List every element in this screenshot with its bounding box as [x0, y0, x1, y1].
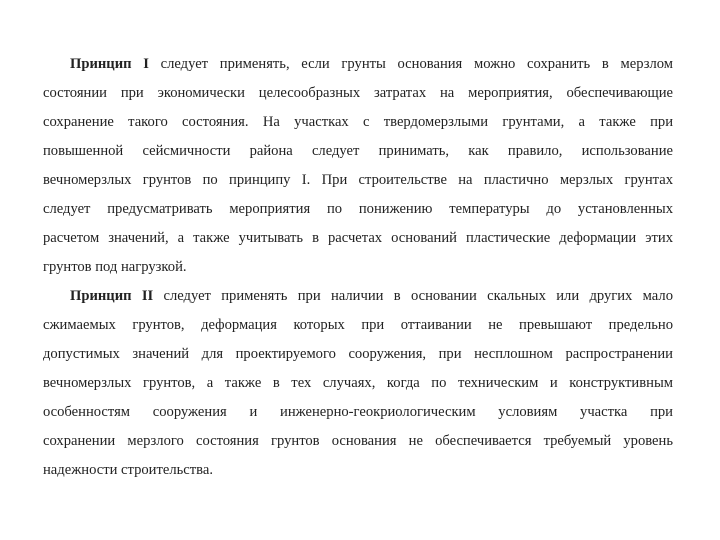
text-line: сохранение такого состояния. На участках с твердомерзлыми грунтами, а также при — [43, 114, 673, 130]
text-line: допустимых значений для проектируемого сооружения, при несплошном распространении — [43, 346, 673, 362]
paragraph-principle-1 — [43, 50, 673, 282]
document-page — [43, 50, 673, 485]
text-line: следует предусматривать мероприятия по понижению температуры до установленных — [43, 201, 673, 217]
paragraph-principle-2 — [43, 282, 673, 485]
text-line — [43, 50, 673, 79]
principle-1-heading: Принцип I — [70, 56, 149, 72]
text-line: грунтов под нагрузкой. — [43, 259, 187, 275]
text-fragment: следует применять, если грунты основания можно сохранить в мерзлом — [148, 56, 673, 72]
text-fragment: следует применять при наличии в основании скальных или других мало — [153, 288, 673, 304]
text-line: повышенной сейсмичности района следует принимать, как правило, использование — [43, 143, 673, 159]
text-line: вечномерзлых грунтов по принципу I. При строительстве на пластично мерзлых грунтах — [43, 172, 673, 188]
text-line — [43, 282, 673, 311]
text-line: сжимаемых грунтов, деформация которых при оттаивании не превышают предельно — [43, 317, 673, 333]
text-line: особенностям сооружения и инженерно-геокриологическим условиям участка при — [43, 404, 673, 420]
text-line: сохранении мерзлого состояния грунтов основания не обеспечивается требуемый уровень — [43, 433, 673, 449]
text-line: вечномерзлых грунтов, а также в тех случаях, когда по техническим и конструктивным — [43, 375, 673, 391]
text-line: состоянии при экономически целесообразных затратах на мероприятия, обеспечивающие — [43, 85, 673, 101]
text-line: надежности строительства. — [43, 462, 213, 478]
principle-2-heading: Принцип II — [70, 288, 154, 304]
text-line: расчетом значений, а также учитывать в расчетах оснований пластические деформации этих — [43, 230, 673, 246]
